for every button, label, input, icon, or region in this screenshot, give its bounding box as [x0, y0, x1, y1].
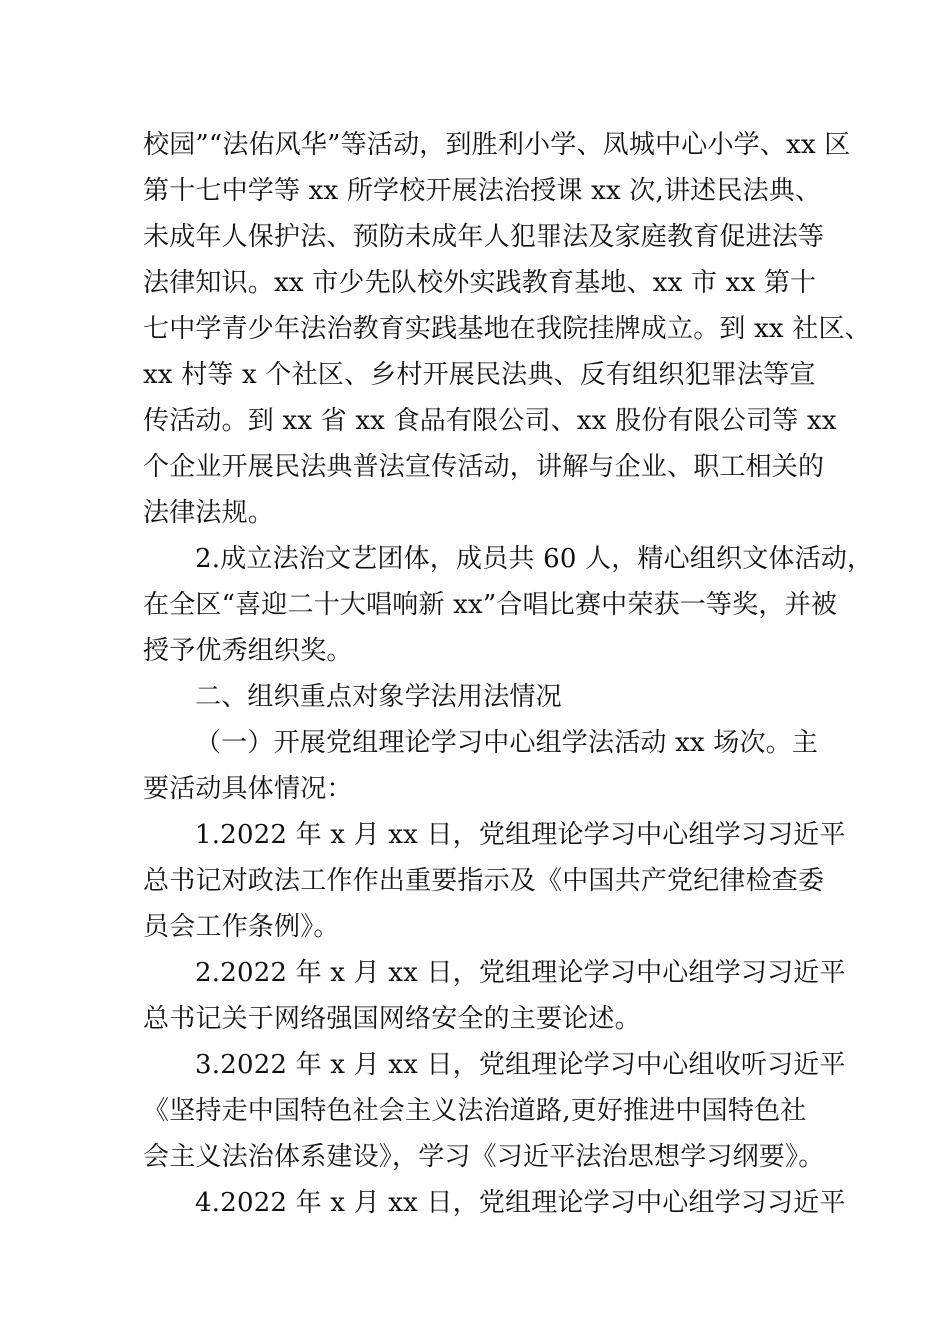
text-line: 在全区“喜迎二十大唱响新 xx”合唱比赛中荣获一等奖，并被 — [143, 590, 837, 620]
subsection-heading: （一）开展党组理论学习中心组学法活动 xx 场次。主 — [195, 728, 819, 758]
text-line: 要活动具体情况： — [143, 774, 353, 804]
text-line: 授予优秀组织奖。 — [143, 636, 353, 666]
paragraph-first-line: 3.2022 年 x 月 xx 日，党组理论学习中心组收听习近平 — [195, 1050, 846, 1080]
text-line: 七中学青少年法治教育实践基地在我院挂牌成立。到 xx 社区、 — [143, 314, 871, 344]
paragraph-first-line: 1.2022 年 x 月 xx 日，党组理论学习中心组学习习近平 — [195, 820, 846, 850]
text-line: 会主义法治体系建设》，学习《习近平法治思想学习纲要》。 — [143, 1142, 825, 1172]
text-line: 未成年人保护法、预防未成年人犯罪法及家庭教育促进法等 — [143, 222, 825, 252]
text-line: 传活动。到 xx 省 xx 食品有限公司、xx 股份有限公司等 xx — [143, 406, 837, 436]
text-line: 校园”“法佑风华”等活动，到胜利小学、凤城中心小学、xx 区 — [143, 130, 851, 160]
text-line: 总书记关于网络强国网络安全的主要论述。 — [143, 1004, 641, 1034]
text-line: 法律法规。 — [143, 498, 275, 528]
text-line: 员会工作条例》。 — [143, 912, 340, 942]
text-line: 第十七中学等 xx 所学校开展法治授课 xx 次,讲述民法典、 — [143, 176, 822, 206]
text-line: xx 村等 x 个社区、乡村开展民法典、反有组织犯罪法等宣 — [143, 360, 816, 390]
paragraph-first-line: 2.2022 年 x 月 xx 日，党组理论学习中心组学习习近平 — [195, 958, 846, 988]
text-line: 总书记对政法工作作出重要指示及《中国共产党纪律检查委 — [143, 866, 825, 896]
text-line: 法律知识。xx 市少先队校外实践教育基地、xx 市 xx 第十 — [143, 268, 817, 298]
paragraph-first-line: 4.2022 年 x 月 xx 日，党组理论学习中心组学习习近平 — [195, 1188, 846, 1218]
text-line: 个企业开展民法典普法宣传活动，讲解与企业、职工相关的 — [143, 452, 825, 482]
text-line: 《坚持走中国特色社会主义法治道路,更好推进中国特色社 — [143, 1096, 807, 1126]
paragraph-first-line: 2.成立法治文艺团体，成员共 60 人，精心组织文体活动， — [195, 544, 874, 574]
section-heading: 二、组织重点对象学法用法情况 — [195, 682, 562, 712]
